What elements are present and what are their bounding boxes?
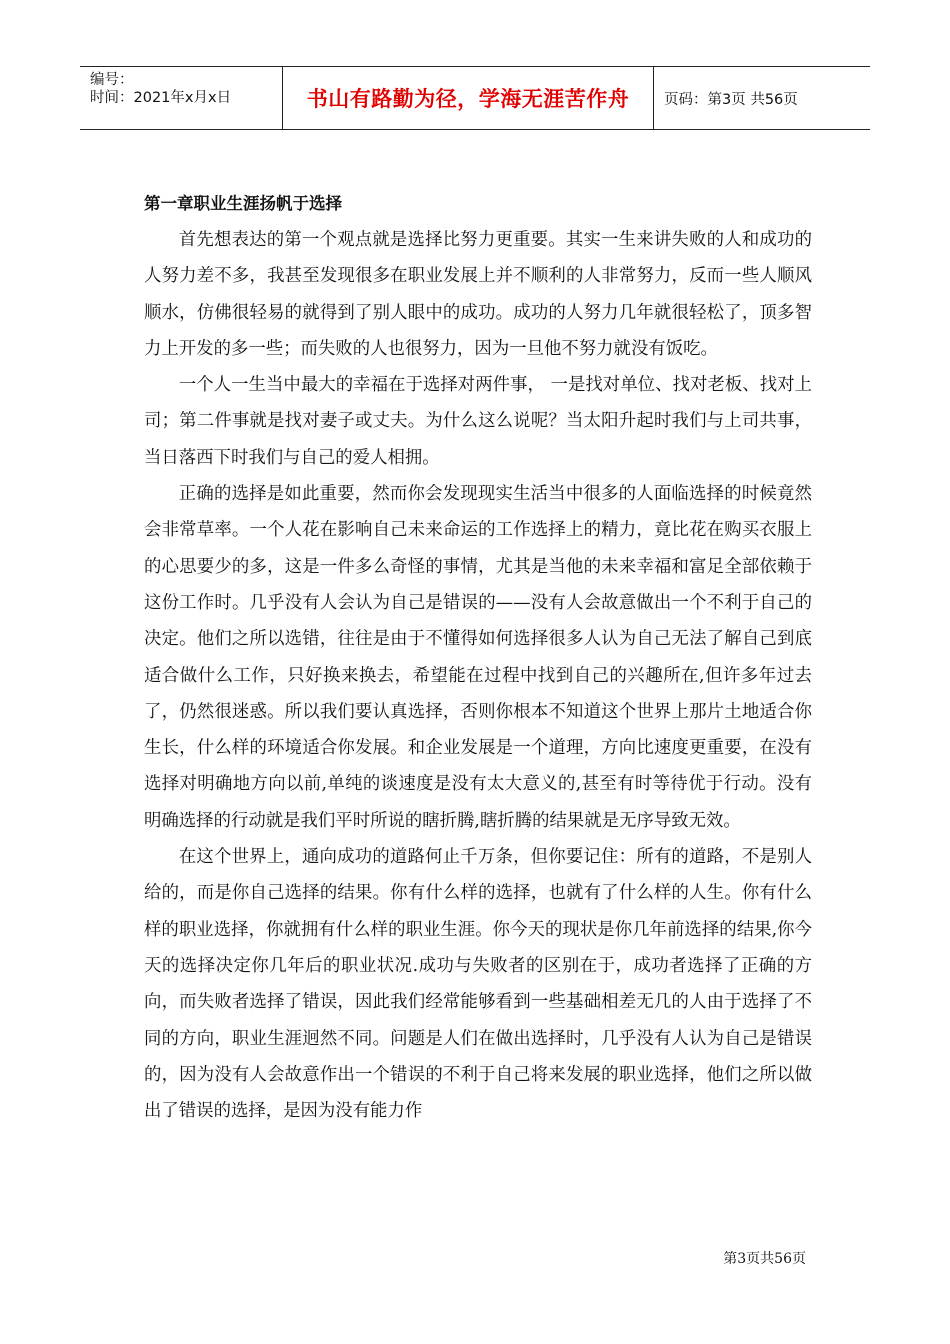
paragraph: 正确的选择是如此重要，然而你会发现现实生活当中很多的人面临选择的时候竟然会非常草率。一个人花在影响自己未来命运的工作选择上的精力，竟比花在购买衣服上的心思要少的多，这是一件多么奇怪的事情，尤其是当他的未来幸福和富足全部依赖于这份工作时。几乎没有人会认为自己是错误的——没有人会故意做出一个不利于自己的决定。他们之所以选错，往往是由于不懂得如何选择很多人认为自己无法了解自己到底适合做什么工作，只好换来换去，希望能在过程中找到自己的兴趣所在,但许多年过去了，仍然很迷惑。所以我们要认真选择，否则你根本不知道这个世界上那片土地适合你生长，什么样的环境适合你发展。和企业发展是一个道理，方向比速度更重要，在没有选择对明确地方向以前,单纯的谈速度是没有太大意义的,甚至有时等待优于行动。没有明确选择的行动就是我们平时所说的瞎折腾,瞎折腾的结果就是无序导致无效。 (144, 484, 812, 831)
page-footer: 第3页共56页 (723, 1251, 806, 1267)
page-info-text: 页码：第3页 共56页 (664, 91, 798, 108)
motto-text: 书山有路勤为径，学海无涯苦作舟 (306, 87, 630, 111)
paragraph: 一个人一生当中最大的幸福在于选择对两件事， 一是找对单位、找对老板、找对上司；第二件事就是找对妻子或丈夫。为什么这么说呢？当太阳升起时我们与上司共事，当日落西下时我们与自己的爱人相拥。 (144, 375, 812, 468)
paragraph: 在这个世界上，通向成功的道路何止千万条，但你要记住：所有的道路，不是别人给的，而是你自己选择的结果。你有什么样的选择，也就有了什么样的人生。你有什么样的职业选择，你就拥有什么样的职业生涯。你今天的现状是你几年前选择的结果,你今天的选择决定你几年后的职业状况.成功与失败者的区别在于，成功者选择了正确的方向，而失败者选择了错误，因此我们经常能够看到一些基础相差无几的人由于选择了不同的方向，职业生涯迥然不同。问题是人们在做出选择时，几乎没有人认为自己是错误的，因为没有人会故意作出一个错误的不利于自己将来发展的职业选择，他们之所以做出了错误的选择，是因为没有能力作 (144, 847, 812, 1122)
chapter-title: 第一章职业生涯扬帆于选择 (144, 194, 342, 213)
header-page-info (654, 67, 870, 129)
number-label: 编号： (90, 72, 134, 88)
date-line: 时间：2021年x月x日 (90, 90, 232, 106)
header-motto-cell (282, 67, 654, 129)
page-header (80, 66, 870, 130)
header-meta (80, 67, 282, 129)
paragraph: 首先想表达的第一个观点就是选择比努力更重要。其实一生来讲失败的人和成功的人努力差不多，我甚至发现很多在职业发展上并不顺利的人非常努力，反而一些人顺风顺水，仿佛很轻易的就得到了别人眼中的成功。成功的人努力几年就很轻松了，顶多智力上开发的多一些；而失败的人也很努力，因为一旦他不努力就没有饭吃。 (144, 230, 812, 359)
document-body (144, 186, 812, 1129)
